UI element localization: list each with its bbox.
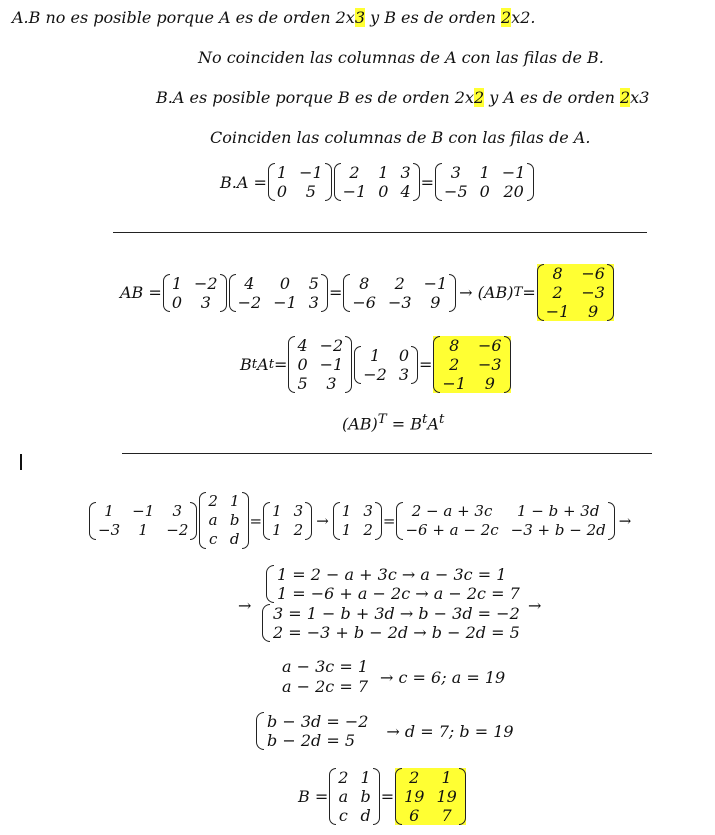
equals-sign: = [522, 283, 536, 302]
matrix-cell: −3 [478, 355, 502, 374]
matrix-cell: 0 [398, 345, 410, 365]
matrix-b [268, 163, 332, 201]
matrix-bt-at-result [433, 336, 510, 393]
equals-sign: = [274, 355, 288, 374]
matrix-cell: 3 [398, 364, 410, 384]
bt-at-equation [240, 336, 512, 393]
ab-highlight-2: 2 [501, 8, 512, 27]
ab-text-3: x2. [511, 8, 536, 27]
ba-highlight-2b: 2 [619, 88, 631, 107]
matrix-cell: d [360, 806, 371, 825]
matrix-cell: −3 + b − 2d [510, 520, 606, 539]
matrix-cell: 2 [394, 273, 405, 293]
matrix-cell: 2 [363, 520, 373, 539]
paren-left [537, 264, 544, 321]
matrix-cell: 8 [449, 336, 460, 355]
paren-right [325, 163, 332, 201]
matrix-target [263, 502, 312, 540]
divider-2 [122, 453, 652, 454]
ba-text-3: x3 [630, 88, 650, 107]
matrix-cell: 1 [441, 768, 452, 787]
paren-right [305, 502, 312, 540]
ba-text-2: y A es de orden [484, 88, 620, 107]
matrix-cell: 2 [293, 520, 304, 539]
system-1-line-1: 1 = 2 − a + 3c → a − 3c = 1 [277, 565, 507, 584]
paren-left [163, 274, 170, 312]
identity-a: A [427, 414, 439, 434]
equals-sign: = [380, 787, 395, 806]
paren-left [433, 336, 440, 393]
ab-text: no es posible porque A es de orden 2x [40, 8, 355, 27]
matrix-coeff [89, 502, 197, 540]
paren-right [449, 274, 456, 312]
ab-eq-lhs: AB = [120, 283, 162, 302]
at-label: A [257, 355, 269, 374]
solve-bd-line-2: b − 2d = 5 [267, 731, 355, 750]
t-sup: t [251, 357, 258, 372]
matrix-cell: 1 [272, 501, 282, 520]
system-2-line-1: 3 = 1 − b + 3d → b − 3d = −2 [273, 604, 520, 623]
matrix-cell: −1 [273, 292, 297, 312]
identity-ab: (AB) [342, 414, 378, 434]
solve-bd [256, 712, 514, 750]
bt-label: B [240, 355, 252, 374]
matrix-cell: 2 [409, 768, 420, 787]
matrix-cell: d [229, 530, 240, 548]
paren-right [375, 502, 382, 540]
ba-highlight-2a: 2 [474, 88, 485, 107]
ba-text: es posible porque B es de orden 2x [184, 88, 474, 107]
paren-right [220, 274, 227, 312]
system-2-line-2: 2 = −3 + b − 2d → b − 2d = 5 [273, 623, 520, 642]
system-2 [262, 604, 520, 642]
system-1-line-2: 1 = −6 + a − 2c → a − 2c = 7 [277, 584, 520, 603]
matrix-ab-transpose [537, 264, 614, 321]
matrix-cell: 5 [305, 182, 316, 201]
matrix-cell: 3 [450, 163, 461, 182]
matrix-cell: 0 [479, 182, 490, 201]
matrix-cell: 4 [400, 182, 411, 201]
solve-ac-line-1: a − 3c = 1 [282, 657, 369, 676]
ba-label: B.A [156, 88, 185, 107]
matrix-cell: −1 [342, 182, 367, 201]
matrix-cell: 3 [326, 374, 337, 393]
transpose-identity [342, 412, 444, 433]
final-equation [298, 768, 467, 825]
systems-arrow-left: → [238, 596, 252, 615]
matrix-cell: 3 [363, 501, 373, 520]
matrix-cell: 1 [341, 501, 352, 520]
matrix-cell: 1 − b + 3d [516, 501, 600, 520]
matrix-ba-result [435, 163, 534, 201]
equals-sign: = [328, 283, 343, 302]
matrix-cell: 9 [430, 292, 441, 312]
matrix-cell: 2 [338, 768, 349, 787]
matrix-cell: 3 [293, 501, 304, 520]
paren-left [343, 274, 350, 312]
paren-left [199, 492, 206, 549]
ba-possible-line [156, 88, 649, 107]
matrix-at [354, 346, 418, 384]
matrix-cell: 1 [229, 492, 240, 510]
matrix-cell: −6 [352, 292, 376, 312]
paren-right [242, 492, 249, 549]
matrix-cell: 2 [449, 355, 460, 374]
matrix-cell: −1 [423, 273, 448, 293]
equals-sign: = [382, 511, 396, 530]
ab-not-possible-line [12, 8, 535, 27]
matrix-cell: 19 [436, 787, 457, 806]
matrix-cell: 1 [341, 520, 352, 539]
matrix-cell: −2 [237, 292, 262, 312]
arrow: → [316, 511, 329, 530]
ab-label: A.B [12, 8, 41, 27]
ba-equation [220, 163, 535, 201]
matrix-cell: a [338, 787, 349, 806]
solve-bd-result: → d = 7; b = 19 [386, 721, 514, 741]
matrix-cell: −6 [478, 336, 502, 355]
matrix-cell: −2 [166, 520, 189, 539]
matrix-cell: −6 [581, 264, 605, 283]
matrix-cell: 20 [503, 182, 524, 201]
matrix-cell: −2 [363, 364, 387, 384]
identity-sup-t3: t [438, 412, 445, 427]
matrix-cell: −1 [545, 302, 570, 321]
system-1 [266, 565, 520, 603]
paren-left [334, 163, 341, 201]
matrix-cell: 8 [359, 273, 370, 293]
matrix-cell: −5 [444, 182, 468, 201]
paren-left [435, 163, 442, 201]
paren-left [89, 502, 96, 540]
ab-highlight-3: 3 [354, 8, 365, 27]
identity-sup-t: T [377, 412, 387, 427]
paren-right [459, 768, 466, 825]
matrix-cell: b [229, 511, 240, 529]
paren-left [395, 768, 402, 825]
solve-ac-result: → c = 6; a = 19 [380, 667, 506, 687]
matrix-cell: c [338, 806, 348, 825]
paren-left [333, 502, 340, 540]
t-sup-2: t [268, 357, 275, 372]
matrix-cell: b [360, 787, 371, 806]
matrix-cell: 5 [308, 273, 319, 293]
matrix-cell: 1 [276, 163, 288, 182]
paren-left [396, 502, 403, 540]
transpose-sup: T [513, 285, 523, 300]
matrix-cell: −1 [501, 163, 526, 182]
matrix-b-2x3 [229, 274, 328, 312]
paren-left [229, 274, 236, 312]
matrix-cell: 3 [200, 292, 211, 312]
matrix-cell: 4 [297, 336, 308, 355]
matrix-cell: 8 [552, 264, 563, 283]
paren-right [608, 502, 615, 540]
matrix-b-symbolic [329, 768, 379, 825]
paren-right [190, 502, 197, 540]
matrix-cell: 1 [272, 520, 282, 539]
matrix-cell: 3 [172, 501, 183, 520]
matrix-cell: c [208, 530, 218, 548]
ab-text-2: y B es de orden [365, 8, 501, 27]
paren-right [607, 264, 614, 321]
paren-left [263, 502, 270, 540]
matrix-cell: 0 [171, 292, 182, 312]
matrix-cell: −6 + a − 2c [405, 520, 499, 539]
paren-right [373, 768, 380, 825]
matrix-cell: −3 [581, 283, 605, 302]
paren-right [413, 163, 420, 201]
matrix-expressions [396, 502, 614, 540]
equals-sign: = [419, 355, 433, 374]
equals-sign: = [249, 511, 263, 530]
matrix-cell: 9 [588, 302, 599, 321]
solve-ac-line-2: a − 2c = 7 [282, 677, 369, 696]
matrix-cell: 3 [308, 292, 319, 312]
matrix-cell: 2 [349, 163, 360, 182]
matrix-cell: −1 [299, 163, 323, 182]
brace-icon [266, 565, 274, 603]
matrix-cell: 1 [479, 163, 490, 182]
matrix-b-final [395, 768, 466, 825]
matrix-a [334, 163, 420, 201]
brace-icon [256, 712, 264, 750]
solve-ac [282, 657, 505, 697]
matrix-cell: −2 [319, 336, 344, 355]
systems-arrow-right: → [528, 596, 542, 615]
matrix-cell: 1 [360, 768, 371, 787]
no-coinciden-line: No coinciden las columnas de A con las filas de B. [198, 48, 604, 67]
matrix-cell: 9 [484, 374, 495, 393]
matrix-cell: 3 [400, 163, 411, 182]
matrix-cell: 1 [138, 520, 148, 539]
matrix-cell: 19 [404, 787, 425, 806]
system-equation [88, 492, 631, 549]
matrix-cell: 1 [378, 163, 389, 182]
matrix-cell: 1 [104, 501, 114, 520]
equals-sign: = [420, 172, 435, 192]
paren-right [527, 163, 534, 201]
matrix-cell: 1 [369, 345, 381, 365]
matrix-cell: 5 [297, 374, 308, 393]
matrix-cell: 2 [552, 283, 563, 302]
matrix-cell: 2 − a + 3c [411, 501, 493, 520]
ab-equation [120, 264, 615, 321]
solve-bd-line-1: b − 3d = −2 [267, 712, 369, 731]
matrix-cell: a [208, 511, 218, 529]
matrix-cell: −2 [194, 273, 218, 293]
final-lhs: B = [298, 787, 329, 806]
brace-icon [262, 604, 270, 642]
text-cursor [20, 454, 22, 470]
matrix-ab-result [343, 274, 456, 312]
matrix-cell: 4 [244, 273, 255, 293]
matrix-cell: 0 [279, 273, 291, 293]
matrix-target-2 [333, 502, 382, 540]
matrix-cell: −3 [387, 292, 412, 312]
identity-b: = B [386, 414, 423, 434]
matrix-bt [288, 336, 352, 393]
paren-left [329, 768, 336, 825]
matrix-cell: 7 [441, 806, 452, 825]
matrix-cell: −1 [132, 501, 155, 520]
matrix-cell: 0 [378, 182, 389, 201]
paren-right [345, 336, 352, 393]
matrix-cell: −3 [98, 520, 121, 539]
paren-right [411, 346, 418, 384]
matrix-a-2x2 [163, 274, 227, 312]
matrix-cell: 1 [171, 273, 182, 293]
paren-left [268, 163, 275, 201]
matrix-cell: 0 [297, 355, 308, 374]
matrix-unknowns [199, 492, 248, 549]
matrix-cell: 0 [276, 182, 288, 201]
matrix-cell: 6 [409, 806, 420, 825]
ab-transpose-arrow: → (AB) [459, 283, 514, 302]
ba-eq-lhs: B.A = [220, 172, 267, 192]
matrix-cell: −1 [319, 355, 344, 374]
divider-1 [113, 232, 647, 233]
paren-right [321, 274, 328, 312]
arrow: → [618, 511, 632, 530]
paren-left [354, 346, 361, 384]
matrix-cell: 2 [208, 492, 218, 510]
paren-right [504, 336, 511, 393]
matrix-cell: −1 [442, 374, 467, 393]
identity-sup-t2: t [422, 412, 428, 427]
coinciden-line: Coinciden las columnas de B con las filas de A. [210, 128, 591, 147]
paren-left [288, 336, 295, 393]
